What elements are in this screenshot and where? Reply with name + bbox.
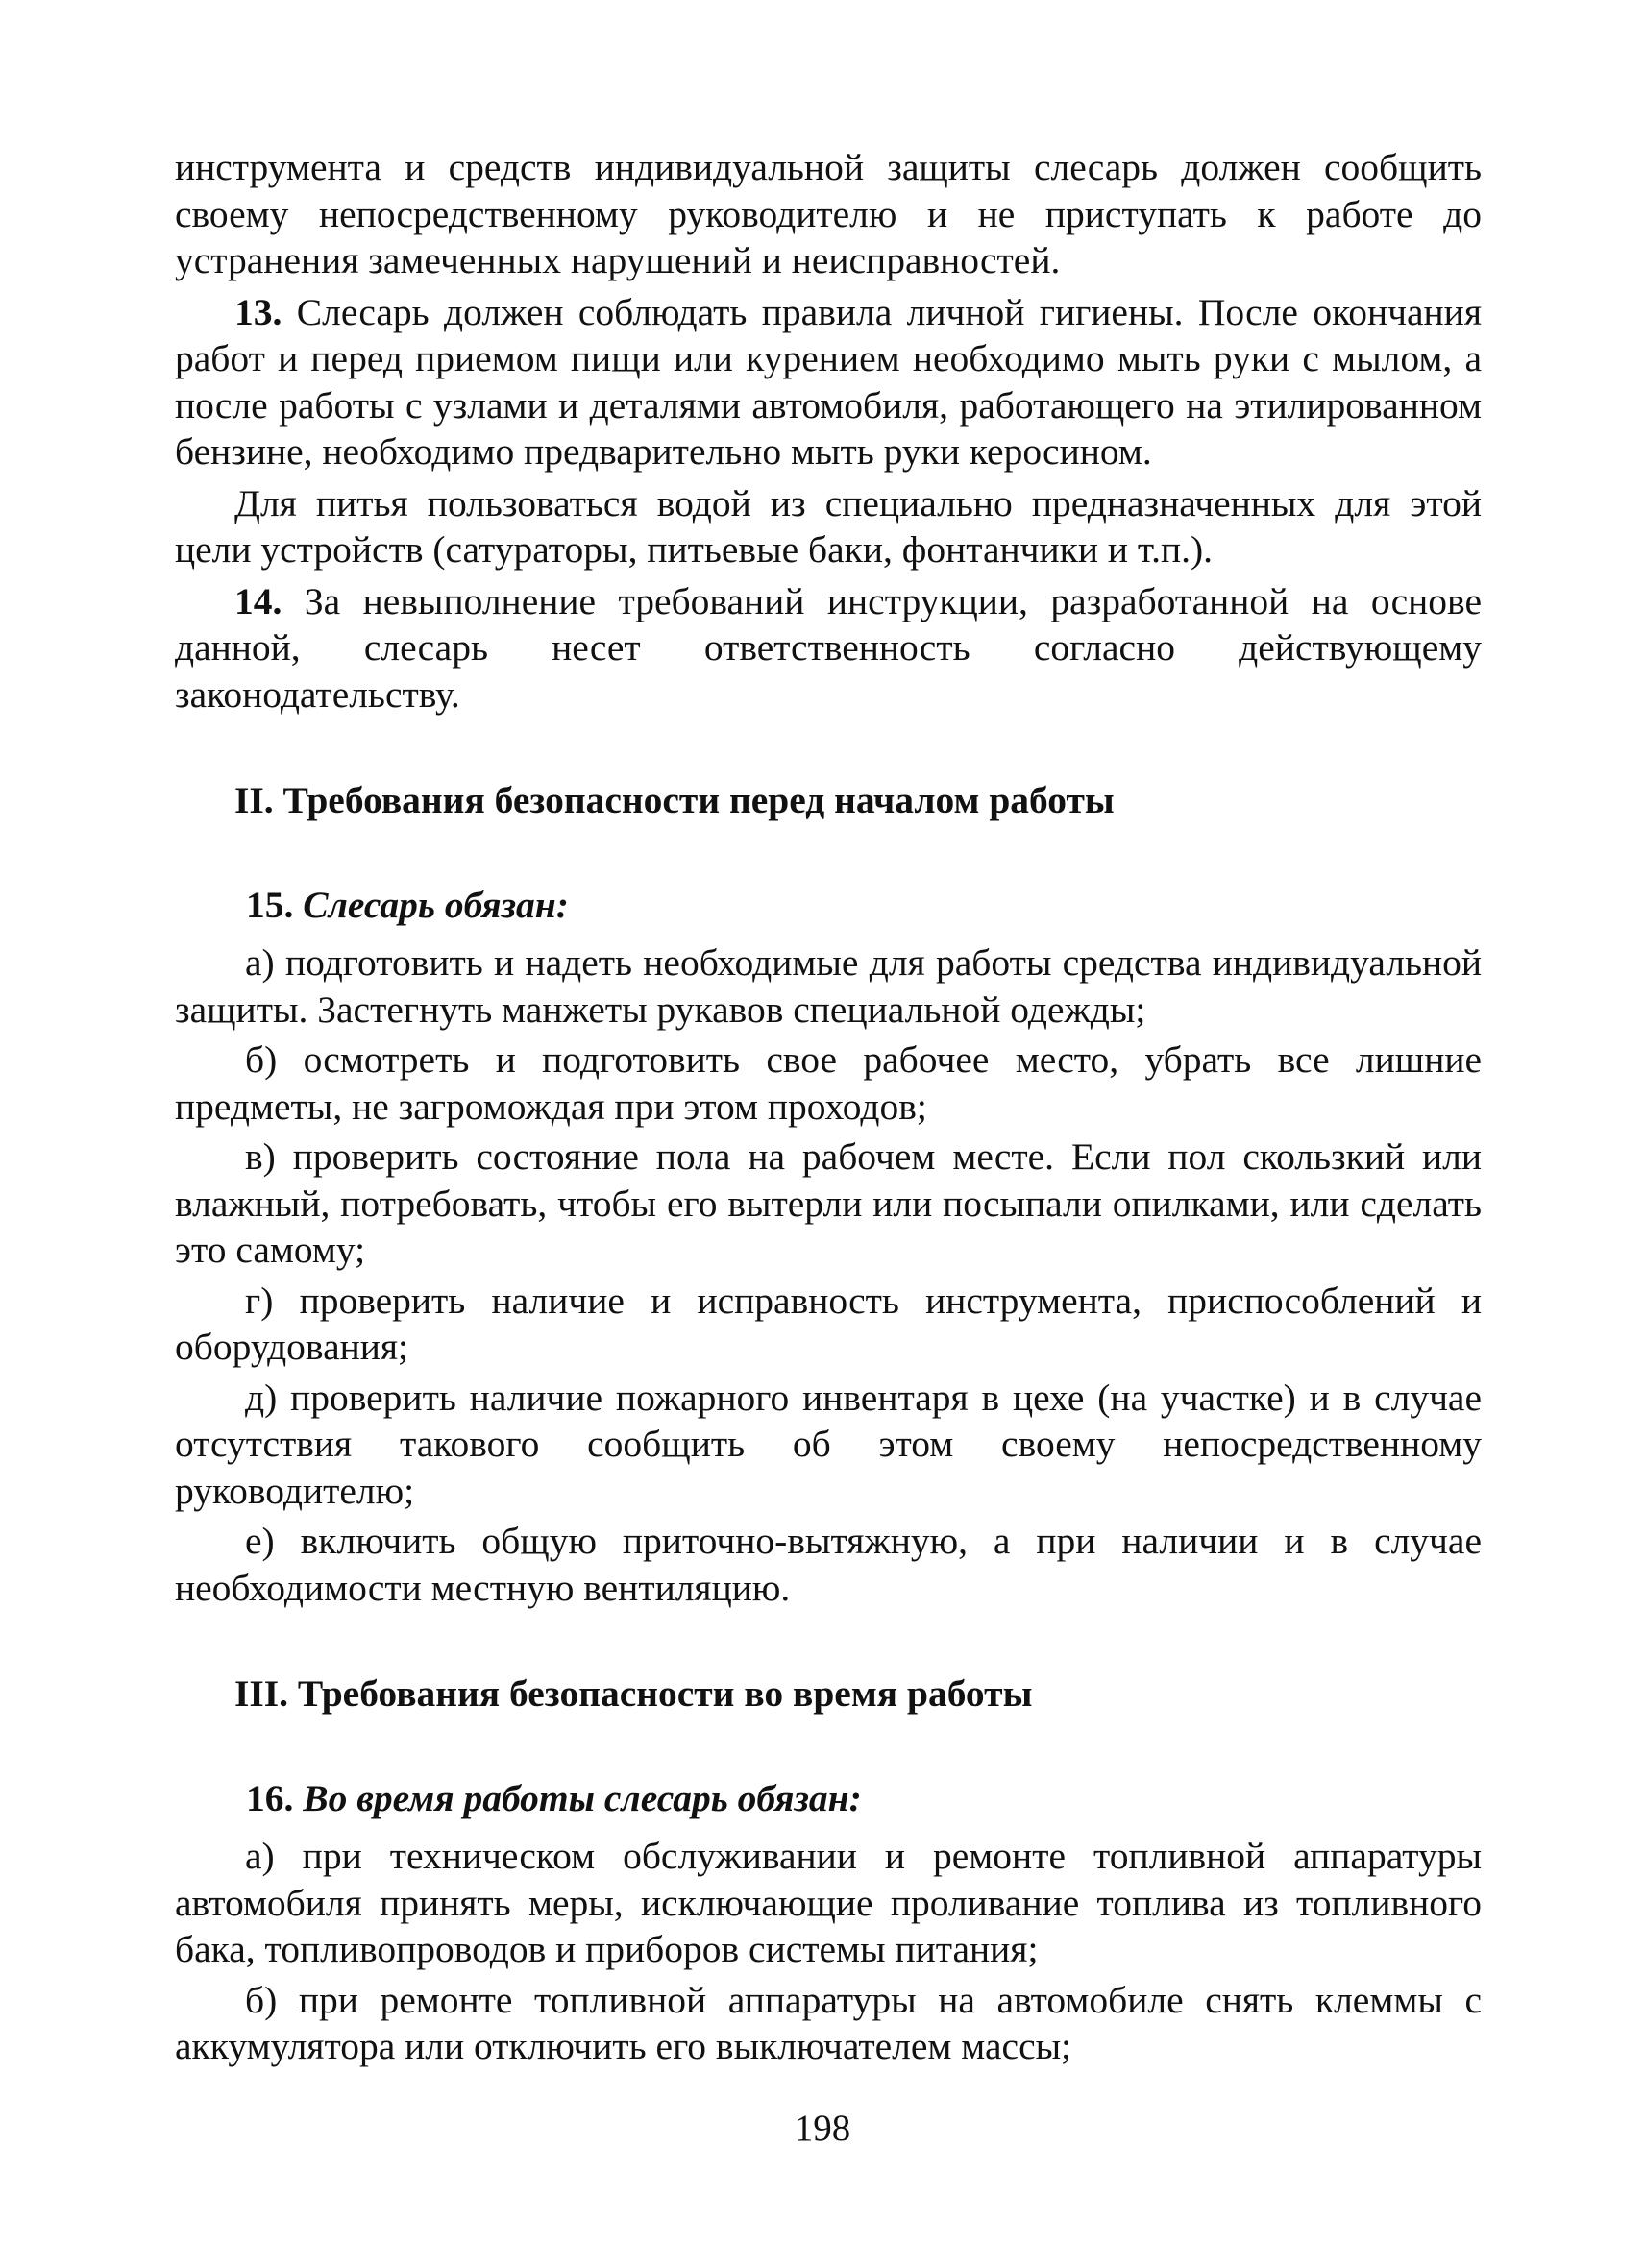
section-2-item-d: г) проверить наличие и исправность инструмента, приспособлений и оборудования; — [175, 1279, 1482, 1368]
page-number: 198 — [794, 2108, 851, 2149]
intro-paragraph: инструмента и средств индивидуальной защиты слесарь должен сообщить своему непосредственному руководителю и не приступать к работе до устранения замеченных нарушений и неисправностей. — [175, 146, 1482, 281]
section-2-item-c: в) проверить состояние пола на рабочем месте. Если пол скользкий или влажный, потребовать, чтобы его вытерли или посыпали опилками, или сделать это самому; — [175, 1135, 1482, 1271]
document-page — [175, 144, 1482, 2070]
paragraph-13-drinking: Для питья пользоваться водой из специально предназначенных для этой цели устройств (сатураторы, питьевые баки, фонтанчики и т.п.). — [175, 481, 1482, 571]
paragraph-15-lead-text: Слесарь обязан: — [303, 883, 569, 926]
section-2-item-b: б) осмотреть и подготовить свое рабочее место, убрать все лишние предметы, не загромождая при этом проходов; — [175, 1038, 1482, 1128]
section-2-heading: II. Требования безопасности перед началом работы — [234, 779, 1115, 821]
paragraph-14 — [175, 578, 1482, 719]
paragraph-15-lead — [175, 882, 1482, 929]
section-2-item-a: а) подготовить и надеть необходимые для работы средства индивидуальной защиты. Застегнуть манжеты рукавов специальной одежды; — [175, 941, 1482, 1031]
paragraph-14-text: За невыполнение требований инструкции, разработанной на основе данной, слесарь несет ответственность согласно действующему законодательству. — [175, 579, 1482, 716]
section-2-item-e: д) проверить наличие пожарного инвентаря в цехе (на участке) и в случае отсутствия такового сообщить об этом своему непосредственному руководителю; — [175, 1376, 1482, 1512]
paragraph-16-lead — [175, 1775, 1482, 1822]
section-3-item-b: б) при ремонте топливной аппаратуры на автомобиле снять клеммы с аккумулятора или отключить его выключателем массы; — [175, 1978, 1482, 2067]
paragraph-14-number: 14. — [234, 579, 282, 622]
section-3-heading: III. Требования безопасности во время работы — [234, 1672, 1033, 1715]
paragraph-13 — [175, 289, 1482, 476]
paragraph-16-lead-text: Во время работы слесарь обязан: — [303, 1776, 862, 1819]
section-3-item-a: а) при техническом обслуживании и ремонте топливной аппаратуры автомобиля принять меры, исключающие проливание топлива из топливного бака, топливопроводов и приборов системы питания; — [175, 1835, 1482, 1970]
paragraph-15-number: 15. — [246, 883, 294, 926]
paragraph-16-number: 16. — [246, 1776, 294, 1819]
section-2-item-f: е) включить общую приточно-вытяжную, а при наличии и в случае необходимости местную вентиляцию. — [175, 1520, 1482, 1609]
paragraph-13-number: 13. — [234, 290, 282, 333]
paragraph-13-text: Слесарь должен соблюдать правила личной гигиены. После окончания работ и перед приемом пищи или курением необходимо мыть руки с мылом, а после работы с узлами и деталями автомобиля, работающего на этилированном бензине, необходимо предварительно мыть руки керосином. — [175, 290, 1482, 473]
